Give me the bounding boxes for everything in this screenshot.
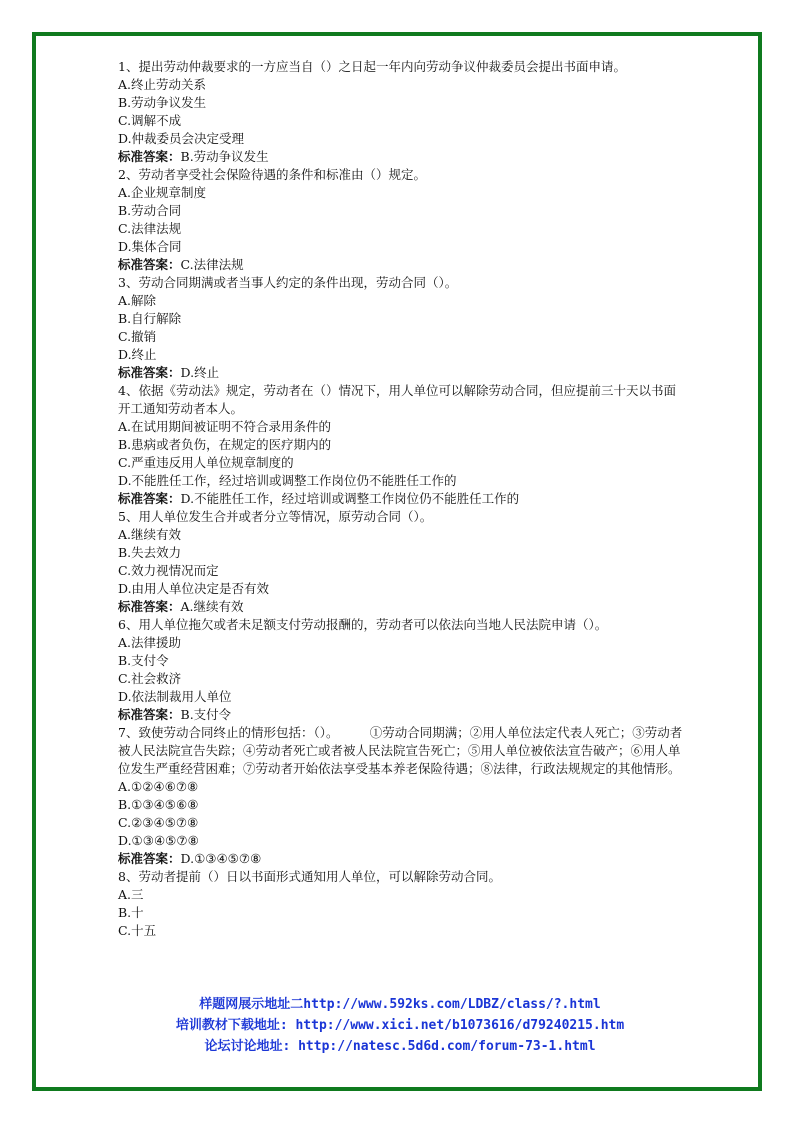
answer-line	[118, 256, 688, 274]
question-stem: 7、致使劳动合同终止的情形包括：（）。 ①劳动合同期满；②用人单位法定代表人死亡；③劳动者被人民法院宣告失踪；④劳动者死亡或者被人民法院宣告死亡；⑤用人单位被依法宣告破产；⑥用人单位发生严重经营困难；⑦劳动者开始依法享受基本养老保险待遇；⑧法律，行政法规规定的其他情形。	[118, 725, 683, 776]
option-c: C.调解不成	[118, 113, 182, 128]
answer-line	[118, 706, 688, 724]
footer-links	[120, 994, 680, 1057]
question-stem: 1、提出劳动仲裁要求的一方应当自（）之日起一年内向劳动争议仲裁委员会提出书面申请。	[118, 59, 626, 74]
question-5	[118, 508, 688, 616]
question-stem: 5、用人单位发生合并或者分立等情况，原劳动合同（）。	[118, 509, 433, 524]
answer-line	[118, 850, 688, 868]
answer-value: C.法律法规	[180, 257, 244, 272]
option-a: A.三	[118, 887, 144, 902]
option-b: B.劳动争议发生	[118, 95, 207, 110]
option-c: C.严重违反用人单位规章制度的	[118, 455, 294, 470]
option-a: A.①②④⑥⑦⑧	[118, 779, 199, 794]
question-4	[118, 382, 688, 508]
option-b: B.支付令	[118, 653, 169, 668]
answer-value: A.继续有效	[180, 599, 244, 614]
option-d: D.仲裁委员会决定受理	[118, 131, 245, 146]
option-d: D.终止	[118, 347, 157, 362]
option-b: B.失去效力	[118, 545, 182, 560]
option-c: C.法律法规	[118, 221, 182, 236]
answer-line	[118, 148, 688, 166]
question-3	[118, 274, 688, 382]
option-a: A.法律援助	[118, 635, 182, 650]
option-a: A.终止劳动关系	[118, 77, 207, 92]
training-download-link[interactable]: 培训教材下载地址: http://www.xici.net/b1073616/d79240215.htm	[175, 1018, 625, 1033]
answer-value: B.劳动争议发生	[180, 149, 269, 164]
option-a: A.解除	[118, 293, 157, 308]
sample-site-link[interactable]: 样题网展示地址二http://www.592ks.com/LDBZ/class/?.html	[199, 997, 601, 1012]
answer-line	[118, 598, 688, 616]
answer-value: D.终止	[180, 365, 220, 380]
answer-label: 标准答案：	[118, 257, 181, 272]
option-b: B.①③④⑤⑥⑧	[118, 797, 199, 812]
answer-value: B.支付令	[180, 707, 232, 722]
answer-value: D.①③④⑤⑦⑧	[180, 851, 262, 866]
answer-label: 标准答案：	[118, 365, 181, 380]
answer-label: 标准答案：	[118, 599, 181, 614]
option-d: D.由用人单位决定是否有效	[118, 581, 270, 596]
question-2	[118, 166, 688, 274]
option-b: B.患病或者负伤，在规定的医疗期内的	[118, 437, 332, 452]
option-d: D.依法制裁用人单位	[118, 689, 232, 704]
question-6	[118, 616, 688, 724]
question-stem: 6、用人单位拖欠或者未足额支付劳动报酬的，劳动者可以依法向当地人民法院申请（）。	[118, 617, 608, 632]
option-d: D.不能胜任工作，经过培训或调整工作岗位仍不能胜任工作的	[118, 473, 457, 488]
question-stem: 4、依据《劳动法》规定，劳动者在（）情况下，用人单位可以解除劳动合同，但应提前三十天以书面开工通知劳动者本人。	[118, 383, 676, 416]
option-c: C.社会救济	[118, 671, 182, 686]
question-7	[118, 724, 688, 868]
question-stem: 8、劳动者提前（）日以书面形式通知用人单位，可以解除劳动合同。	[118, 869, 501, 884]
option-c: C.十五	[118, 923, 157, 938]
forum-link[interactable]: 论坛讨论地址: http://natesc.5d6d.com/forum-73-1.html	[204, 1039, 596, 1054]
option-c: C.②③④⑤⑦⑧	[118, 815, 199, 830]
question-list	[118, 58, 688, 940]
question-stem: 2、劳动者享受社会保险待遇的条件和标准由（）规定。	[118, 167, 426, 182]
answer-line	[118, 490, 688, 508]
option-a: A.继续有效	[118, 527, 182, 542]
option-a: A.在试用期间被证明不符合录用条件的	[118, 419, 332, 434]
option-b: B.自行解除	[118, 311, 182, 326]
question-1	[118, 58, 688, 166]
question-stem: 3、劳动合同期满或者当事人约定的条件出现，劳动合同（）。	[118, 275, 458, 290]
answer-label: 标准答案：	[118, 149, 181, 164]
option-d: D.①③④⑤⑦⑧	[118, 833, 199, 848]
question-8	[118, 868, 688, 940]
answer-label: 标准答案：	[118, 707, 181, 722]
answer-value: D.不能胜任工作，经过培训或调整工作岗位仍不能胜任工作的	[180, 491, 520, 506]
option-c: C.撤销	[118, 329, 157, 344]
option-c: C.效力视情况而定	[118, 563, 219, 578]
option-b: B.十	[118, 905, 144, 920]
answer-line	[118, 364, 688, 382]
option-b: B.劳动合同	[118, 203, 182, 218]
option-d: D.集体合同	[118, 239, 182, 254]
answer-label: 标准答案：	[118, 851, 181, 866]
option-a: A.企业规章制度	[118, 185, 207, 200]
answer-label: 标准答案：	[118, 491, 181, 506]
